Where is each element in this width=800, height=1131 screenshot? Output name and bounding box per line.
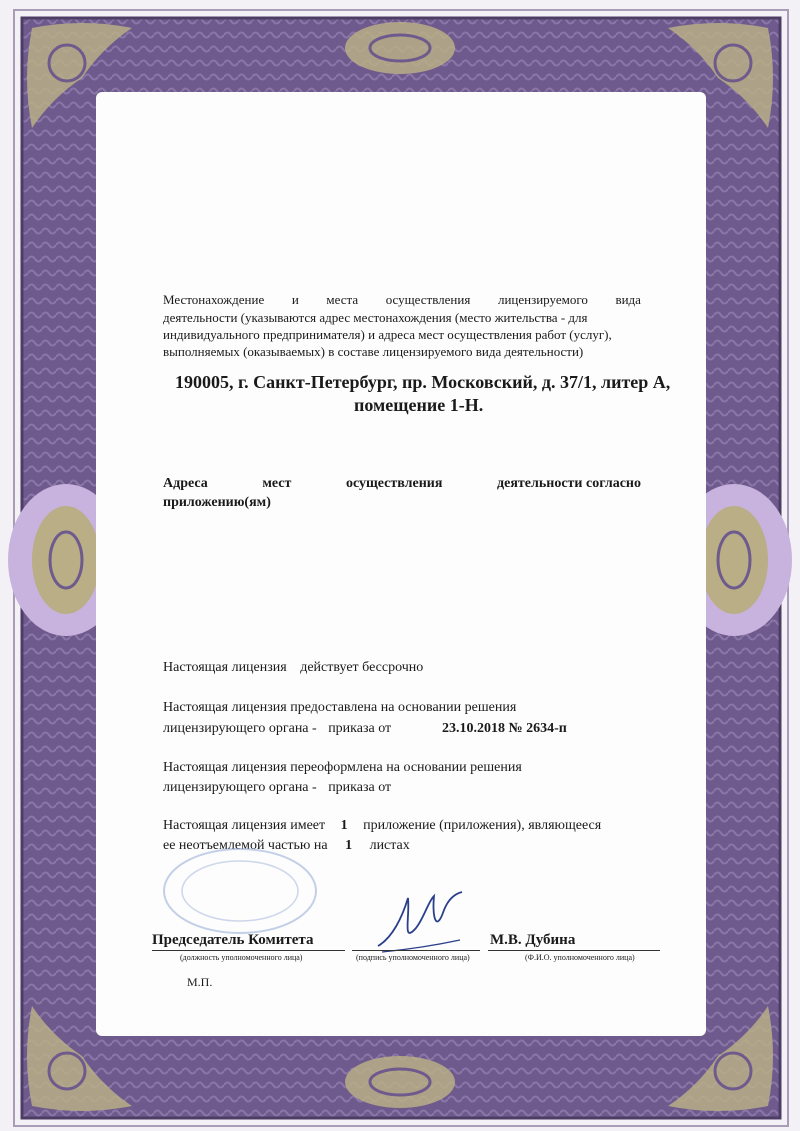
- validity-label: Настоящая лицензия: [163, 660, 287, 675]
- text-word: Адреса: [163, 476, 208, 491]
- caption-name: (Ф.И.О. уполномоченного лица): [525, 953, 635, 962]
- appendix-sheets: 1: [345, 838, 353, 853]
- text-word: осуществления: [345, 476, 443, 491]
- text-word: Местонахождение: [163, 292, 265, 307]
- reissued-authority: лицензирующего органа -: [163, 780, 317, 795]
- location-heading-line2: деятельности (указываются адрес местонахождения (место жительства - для: [163, 310, 588, 325]
- validity-value: действует бессрочно: [300, 660, 424, 675]
- signature-rule: [352, 950, 480, 951]
- validity-row: [163, 660, 423, 676]
- signatory-position: Председатель Комитета: [152, 932, 314, 948]
- text-word: лицензируемого: [497, 292, 588, 307]
- granted-line1: Настоящая лицензия предоставлена на основании решения: [163, 700, 517, 715]
- name-rule: [488, 950, 660, 951]
- text-word: деятельности согласно: [497, 476, 641, 491]
- location-heading-line1: [163, 292, 641, 308]
- location-heading-line4: выполняемых (оказываемых) в составе лицензируемого вида деятельности): [163, 344, 584, 359]
- appendix-sheets-prefix: ее неотъемлемой частью на: [163, 838, 328, 853]
- address-line1: 190005, г. Санкт-Петербург, пр. Московский, д. 37/1, литер А,: [175, 372, 671, 392]
- text-word: и: [291, 292, 299, 307]
- addresses-heading-line2: приложению(ям): [163, 495, 271, 510]
- text-word: осуществления: [385, 292, 471, 307]
- signatory-name: М.В. Дубина: [490, 932, 576, 948]
- stamp-place-label: М.П.: [187, 975, 213, 989]
- text-word: места: [326, 292, 359, 307]
- caption-signature: (подпись уполномоченного лица): [356, 953, 470, 962]
- granted-line2: [163, 721, 391, 737]
- appendix-count: 1: [340, 818, 348, 833]
- appendix-prefix: Настоящая лицензия имеет: [163, 818, 326, 833]
- top-ornament-icon: [340, 18, 460, 78]
- appendix-line1: [163, 818, 601, 834]
- reissued-line2: [163, 780, 391, 796]
- reissued-order-label: приказа от: [328, 780, 392, 795]
- bottom-ornament-icon: [340, 1052, 460, 1112]
- location-heading-line3: индивидуального предпринимателя) и адреса мест осуществления работ (услуг),: [163, 327, 612, 342]
- addresses-heading-line1: [163, 476, 641, 492]
- granted-authority: лицензирующего органа -: [163, 721, 317, 736]
- reissued-line1: Настоящая лицензия переоформлена на основании решения: [163, 760, 522, 775]
- appendix-sheets-suffix: листах: [369, 838, 410, 853]
- appendix-suffix: приложение (приложения), являющееся: [363, 818, 602, 833]
- caption-position: (должность уполномоченного лица): [180, 953, 303, 962]
- text-word: вида: [615, 292, 641, 307]
- address-line2: помещение 1-Н.: [354, 395, 484, 415]
- position-rule: [152, 950, 345, 951]
- granted-order-label: приказа от: [328, 721, 392, 736]
- granted-order-value: 23.10.2018 № 2634-п: [442, 721, 567, 736]
- stamp-icon: [160, 846, 320, 936]
- text-word: мест: [262, 476, 292, 491]
